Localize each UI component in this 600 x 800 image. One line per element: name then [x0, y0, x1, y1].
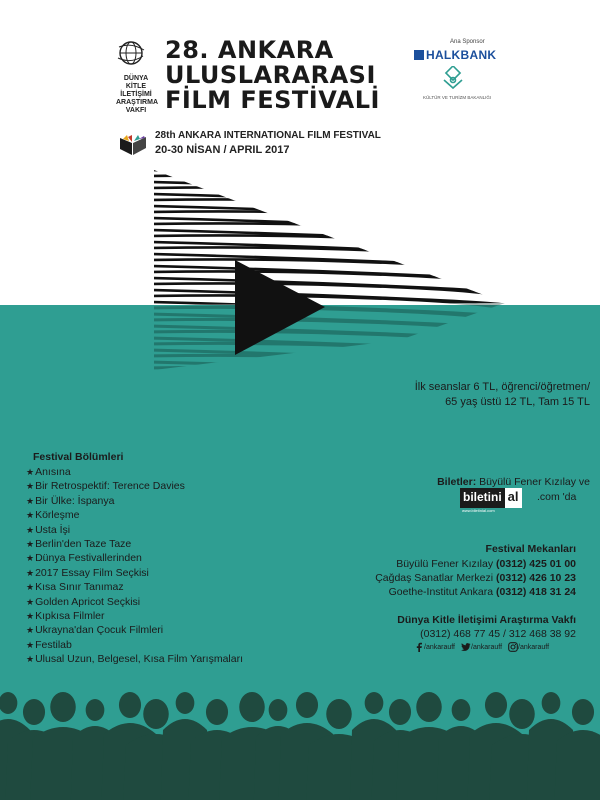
sponsor-name: HALKBANK [426, 48, 497, 62]
ministry-name: KÜLTÜR VE TURİZM BAKANLIĞI [423, 95, 492, 100]
star-icon: ★ [26, 654, 35, 665]
contact-phone: (0312) 468 77 45 / 312 468 38 92 [420, 628, 576, 640]
brand-url: www.biletinial.com [462, 508, 495, 513]
list-item: ★Kıpkısa Filmler [26, 610, 105, 623]
festival-dates: 20-30 NİSAN / APRIL 2017 [155, 144, 290, 156]
tickets-info [390, 476, 590, 488]
brand-part-b: al [505, 488, 522, 508]
list-item: ★Ukrayna'dan Çocuk Filmleri [26, 624, 164, 637]
title-line-2: ULUSLARARASI [165, 61, 376, 89]
star-icon: ★ [26, 625, 35, 636]
tickets-suffix: .com 'da [537, 491, 577, 503]
audience-silhouette [0, 670, 600, 800]
star-icon: ★ [26, 481, 35, 492]
star-icon: ★ [26, 524, 35, 535]
venues-title: Festival Mekanları [485, 543, 576, 555]
international-title: 28th ANKARA INTERNATIONAL FILM FESTIVAL [155, 130, 381, 141]
star-icon: ★ [26, 553, 35, 564]
star-icon: ★ [26, 639, 35, 650]
title-line-3: FİLM FESTİVALİ [165, 86, 380, 114]
halkbank-icon [414, 50, 424, 60]
instagram-icon [508, 642, 518, 652]
festival-title [165, 38, 380, 113]
list-item: ★Bir Ülke: İspanya [26, 494, 115, 507]
social-links [414, 642, 549, 652]
star-icon: ★ [26, 567, 35, 578]
sponsor-logo [414, 48, 496, 62]
globe-icon [116, 38, 146, 68]
twitter-icon [461, 642, 471, 652]
instagram-link[interactable]: /ankarauff [508, 642, 549, 652]
price-info [380, 380, 590, 410]
facebook-link[interactable]: /ankarauff [414, 642, 455, 652]
star-icon: ★ [26, 539, 35, 550]
venue-row: Goethe-Institut Ankara (0312) 418 31 24 [388, 586, 576, 598]
list-item: ★Festilab [26, 638, 72, 651]
list-item: ★2017 Essay Film Seçkisi [26, 566, 149, 579]
venue-row: Büyülü Fener Kızılay (0312) 425 01 00 [396, 558, 576, 570]
venue-row: Çağdaş Sanatlar Merkezi (0312) 426 10 23 [375, 572, 576, 584]
list-item: ★Dünya Festivallerinden [26, 552, 142, 565]
facebook-icon [414, 642, 424, 652]
sections-title: Festival Bölümleri [33, 451, 124, 463]
twitter-link[interactable]: /ankarauff [461, 642, 502, 652]
list-item: ★Körleşme [26, 509, 80, 522]
title-line-1: 28. ANKARA [165, 36, 334, 64]
list-item: ★Kısa Sınır Tanımaz [26, 581, 124, 594]
book-logo-icon [118, 135, 148, 157]
star-icon: ★ [26, 510, 35, 521]
brand-part-a: biletini [460, 488, 505, 508]
list-item: ★Golden Apricot Seçkisi [26, 595, 141, 608]
star-icon: ★ [26, 596, 35, 607]
star-icon: ★ [26, 467, 35, 477]
list-item: ★Ulusal Uzun, Belgesel, Kısa Film Yarışmaları [26, 653, 244, 666]
ministry-emblem-icon [440, 66, 466, 92]
sections-list [26, 465, 243, 667]
star-icon: ★ [26, 582, 35, 593]
foundation-logo [116, 38, 156, 115]
list-item: ★Bir Retrospektif: Terence Davies [26, 480, 185, 493]
venues-list [330, 557, 576, 599]
contact-title: Dünya Kitle İletişimi Araştırma Vakfı [397, 614, 576, 626]
sponsor-label: Ana Sponsor [450, 39, 485, 45]
tickets-label: Biletler: [437, 476, 477, 488]
star-icon: ★ [26, 495, 35, 506]
foundation-name: DÜNYA KİTLE İLETİŞİMİ ARAŞTIRMA VAKFI [116, 75, 158, 114]
tickets-text: Büyülü Fener Kızılay ve [479, 476, 590, 488]
list-item: ★Berlin'den Taze Taze [26, 538, 132, 551]
price-line-2: 65 yaş üstü 12 TL, Tam 15 TL [445, 396, 590, 408]
list-item: ★Usta İşi [26, 523, 71, 536]
biletinial-logo[interactable] [460, 488, 522, 508]
price-line-1: İlk seanslar 6 TL, öğrenci/öğretmen/ [414, 381, 590, 393]
star-icon: ★ [26, 611, 35, 622]
list-item: ★Anısına [26, 466, 71, 478]
